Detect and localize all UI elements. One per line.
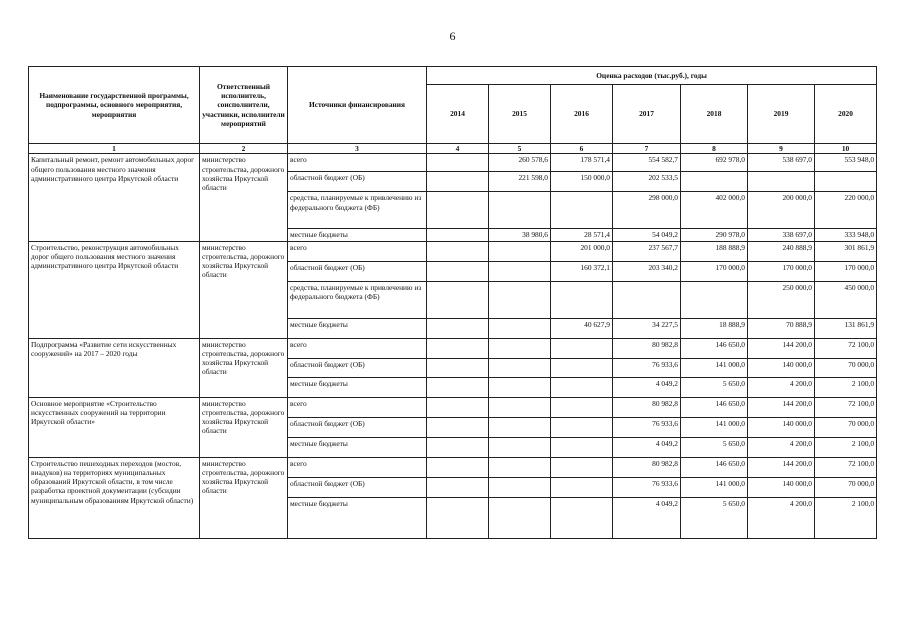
amount-cell xyxy=(489,338,551,358)
table-row xyxy=(29,154,877,172)
amount-cell: 260 578,6 xyxy=(489,154,551,172)
amount-cell xyxy=(681,281,748,318)
amount-cell: 5 650,0 xyxy=(681,497,748,538)
amount-cell xyxy=(815,172,877,192)
expenditure-table xyxy=(28,66,877,539)
amount-cell: 4 200,0 xyxy=(748,377,815,397)
table-row xyxy=(29,457,877,477)
funding-source: всего xyxy=(288,154,427,172)
column-number: 4 xyxy=(427,144,489,154)
amount-cell: 146 650,0 xyxy=(681,397,748,417)
amount-cell xyxy=(489,417,551,437)
amount-cell: 141 000,0 xyxy=(681,358,748,377)
amount-cell xyxy=(551,497,613,538)
amount-cell xyxy=(427,338,489,358)
amount-cell: 76 933,6 xyxy=(613,358,681,377)
header-responsible: Ответственный исполнитель, соисполнители, участники, исполнители мероприятий xyxy=(200,67,288,144)
header-name: Наименование государственной программы, подпрограммы, основного мероприятия, мероприятия xyxy=(29,67,200,144)
amount-cell: 80 982,8 xyxy=(613,338,681,358)
amount-cell xyxy=(427,437,489,457)
amount-cell: 146 650,0 xyxy=(681,338,748,358)
amount-cell xyxy=(489,318,551,338)
amount-cell xyxy=(551,338,613,358)
amount-cell: 188 888,9 xyxy=(681,241,748,261)
amount-cell xyxy=(427,281,489,318)
amount-cell: 76 933,6 xyxy=(613,477,681,497)
amount-cell xyxy=(551,397,613,417)
amount-cell xyxy=(427,318,489,338)
column-number: 10 xyxy=(815,144,877,154)
amount-cell xyxy=(489,477,551,497)
amount-cell xyxy=(748,172,815,192)
funding-source: всего xyxy=(288,241,427,261)
amount-cell: 4 049,2 xyxy=(613,377,681,397)
amount-cell: 40 627,9 xyxy=(551,318,613,338)
amount-cell: 200 000,0 xyxy=(748,192,815,229)
activity-name: Строительство, реконструкция автомобильных дорог общего пользования местного значения административного центра Иркутской области xyxy=(29,241,200,338)
table-row xyxy=(29,241,877,261)
amount-cell: 554 582,7 xyxy=(613,154,681,172)
column-number: 1 xyxy=(29,144,200,154)
amount-cell: 146 650,0 xyxy=(681,457,748,477)
funding-source: средства, планируемые к привлечению из федерального бюджета (ФБ) xyxy=(288,192,427,229)
activity-name: Подпрограмма «Развитие сети искусственных сооружений» на 2017 – 2020 годы xyxy=(29,338,200,397)
amount-cell xyxy=(427,457,489,477)
amount-cell xyxy=(489,457,551,477)
amount-cell: 338 697,0 xyxy=(748,229,815,241)
activity-name: Основное мероприятие «Строительство искусственных сооружений на территории Иркутской области» xyxy=(29,397,200,457)
amount-cell: 202 533,5 xyxy=(613,172,681,192)
amount-cell: 221 598,0 xyxy=(489,172,551,192)
header-year: 2014 xyxy=(427,85,489,144)
responsible-executor: министерство строительства, дорожного хозяйства Иркутской области xyxy=(200,397,288,457)
amount-cell xyxy=(427,358,489,377)
amount-cell xyxy=(551,457,613,477)
amount-cell xyxy=(489,437,551,457)
amount-cell: 144 200,0 xyxy=(748,338,815,358)
amount-cell: 2 100,0 xyxy=(815,497,877,538)
amount-cell: 4 049,2 xyxy=(613,497,681,538)
funding-source: областной бюджет (ОБ) xyxy=(288,358,427,377)
funding-source: всего xyxy=(288,397,427,417)
responsible-executor: министерство строительства, дорожного хозяйства Иркутской области xyxy=(200,338,288,397)
amount-cell: 4 200,0 xyxy=(748,437,815,457)
amount-cell xyxy=(427,497,489,538)
amount-cell: 4 049,2 xyxy=(613,437,681,457)
funding-source: местные бюджеты xyxy=(288,377,427,397)
column-number: 3 xyxy=(288,144,427,154)
amount-cell xyxy=(551,358,613,377)
table-body xyxy=(29,154,877,538)
responsible-executor: министерство строительства, дорожного хозяйства Иркутской области xyxy=(200,154,288,241)
amount-cell: 80 982,8 xyxy=(613,397,681,417)
amount-cell: 150 000,0 xyxy=(551,172,613,192)
amount-cell: 220 000,0 xyxy=(815,192,877,229)
amount-cell xyxy=(427,261,489,281)
responsible-executor: министерство строительства, дорожного хозяйства Иркутской области xyxy=(200,241,288,338)
amount-cell: 178 571,4 xyxy=(551,154,613,172)
amount-cell: 2 100,0 xyxy=(815,377,877,397)
amount-cell: 70 888,9 xyxy=(748,318,815,338)
funding-source: областной бюджет (ОБ) xyxy=(288,417,427,437)
activity-name: Капитальный ремонт, ремонт автомобильных дорог общего пользования местного значения административного центра Иркутской области xyxy=(29,154,200,241)
amount-cell: 70 000,0 xyxy=(815,358,877,377)
amount-cell: 201 000,0 xyxy=(551,241,613,261)
amount-cell: 141 000,0 xyxy=(681,477,748,497)
amount-cell xyxy=(551,477,613,497)
header-year: 2015 xyxy=(489,85,551,144)
amount-cell: 160 372,1 xyxy=(551,261,613,281)
amount-cell: 240 888,9 xyxy=(748,241,815,261)
amount-cell xyxy=(489,241,551,261)
funding-source: местные бюджеты xyxy=(288,497,427,538)
amount-cell: 333 948,0 xyxy=(815,229,877,241)
amount-cell: 301 861,9 xyxy=(815,241,877,261)
amount-cell: 4 200,0 xyxy=(748,497,815,538)
amount-cell: 54 049,2 xyxy=(613,229,681,241)
amount-cell: 692 978,0 xyxy=(681,154,748,172)
table-row xyxy=(29,338,877,358)
amount-cell: 170 000,0 xyxy=(681,261,748,281)
amount-cell: 18 888,9 xyxy=(681,318,748,338)
amount-cell: 141 000,0 xyxy=(681,417,748,437)
amount-cell: 72 100,0 xyxy=(815,457,877,477)
amount-cell: 144 200,0 xyxy=(748,457,815,477)
amount-cell: 80 982,8 xyxy=(613,457,681,477)
amount-cell xyxy=(427,192,489,229)
amount-cell: 144 200,0 xyxy=(748,397,815,417)
amount-cell xyxy=(489,281,551,318)
amount-cell: 538 697,0 xyxy=(748,154,815,172)
amount-cell xyxy=(427,377,489,397)
funding-source: всего xyxy=(288,338,427,358)
amount-cell xyxy=(489,377,551,397)
amount-cell xyxy=(489,261,551,281)
amount-cell: 298 000,0 xyxy=(613,192,681,229)
amount-cell: 140 000,0 xyxy=(748,477,815,497)
amount-cell: 5 650,0 xyxy=(681,377,748,397)
column-number: 7 xyxy=(613,144,681,154)
amount-cell: 131 861,9 xyxy=(815,318,877,338)
amount-cell xyxy=(427,229,489,241)
responsible-executor: министерство строительства, дорожного хозяйства Иркутской области xyxy=(200,457,288,538)
amount-cell: 28 571,4 xyxy=(551,229,613,241)
amount-cell xyxy=(681,172,748,192)
amount-cell xyxy=(489,192,551,229)
amount-cell xyxy=(551,281,613,318)
amount-cell: 70 000,0 xyxy=(815,417,877,437)
amount-cell xyxy=(489,397,551,417)
amount-cell: 237 567,7 xyxy=(613,241,681,261)
funding-source: всего xyxy=(288,457,427,477)
funding-source: областной бюджет (ОБ) xyxy=(288,172,427,192)
amount-cell xyxy=(427,397,489,417)
amount-cell xyxy=(427,172,489,192)
amount-cell: 34 227,5 xyxy=(613,318,681,338)
header-year: 2019 xyxy=(748,85,815,144)
header-year: 2016 xyxy=(551,85,613,144)
header-sources: Источники финансирования xyxy=(288,67,427,144)
amount-cell: 250 000,0 xyxy=(748,281,815,318)
amount-cell: 140 000,0 xyxy=(748,417,815,437)
activity-name: Строительство пешеходных переходов (мостов, виадуков) на территориях муниципальных образований Иркутской области, в том числе разработка проектной документации (субсидии муниципальным образованиям Иркутской области) xyxy=(29,457,200,538)
amount-cell: 170 000,0 xyxy=(748,261,815,281)
column-number: 8 xyxy=(681,144,748,154)
amount-cell: 72 100,0 xyxy=(815,397,877,417)
amount-cell: 290 978,0 xyxy=(681,229,748,241)
header-year: 2017 xyxy=(613,85,681,144)
header-estimate: Оценка расходов (тыс.руб.), годы xyxy=(427,67,877,85)
amount-cell xyxy=(427,154,489,172)
column-number: 6 xyxy=(551,144,613,154)
amount-cell: 140 000,0 xyxy=(748,358,815,377)
header-year: 2018 xyxy=(681,85,748,144)
amount-cell: 170 000,0 xyxy=(815,261,877,281)
amount-cell xyxy=(613,281,681,318)
amount-cell xyxy=(551,437,613,457)
amount-cell: 70 000,0 xyxy=(815,477,877,497)
amount-cell: 72 100,0 xyxy=(815,338,877,358)
amount-cell: 38 980,6 xyxy=(489,229,551,241)
amount-cell: 5 650,0 xyxy=(681,437,748,457)
amount-cell xyxy=(427,477,489,497)
column-number: 5 xyxy=(489,144,551,154)
funding-source: средства, планируемые к привлечению из федерального бюджета (ФБ) xyxy=(288,281,427,318)
amount-cell xyxy=(427,241,489,261)
amount-cell: 203 340,2 xyxy=(613,261,681,281)
amount-cell: 402 000,0 xyxy=(681,192,748,229)
amount-cell xyxy=(551,417,613,437)
header-year: 2020 xyxy=(815,85,877,144)
column-number: 9 xyxy=(748,144,815,154)
funding-source: местные бюджеты xyxy=(288,229,427,241)
column-number: 2 xyxy=(200,144,288,154)
amount-cell xyxy=(551,192,613,229)
page-number: 6 xyxy=(449,29,456,43)
funding-source: областной бюджет (ОБ) xyxy=(288,477,427,497)
amount-cell xyxy=(551,377,613,397)
amount-cell xyxy=(489,497,551,538)
amount-cell xyxy=(427,417,489,437)
amount-cell: 553 948,0 xyxy=(815,154,877,172)
header-row-1 xyxy=(29,67,877,85)
amount-cell: 450 000,0 xyxy=(815,281,877,318)
funding-source: местные бюджеты xyxy=(288,437,427,457)
funding-source: местные бюджеты xyxy=(288,318,427,338)
table-row xyxy=(29,397,877,417)
funding-source: областной бюджет (ОБ) xyxy=(288,261,427,281)
amount-cell xyxy=(489,358,551,377)
column-number-row xyxy=(29,144,877,154)
amount-cell: 76 933,6 xyxy=(613,417,681,437)
amount-cell: 2 100,0 xyxy=(815,437,877,457)
